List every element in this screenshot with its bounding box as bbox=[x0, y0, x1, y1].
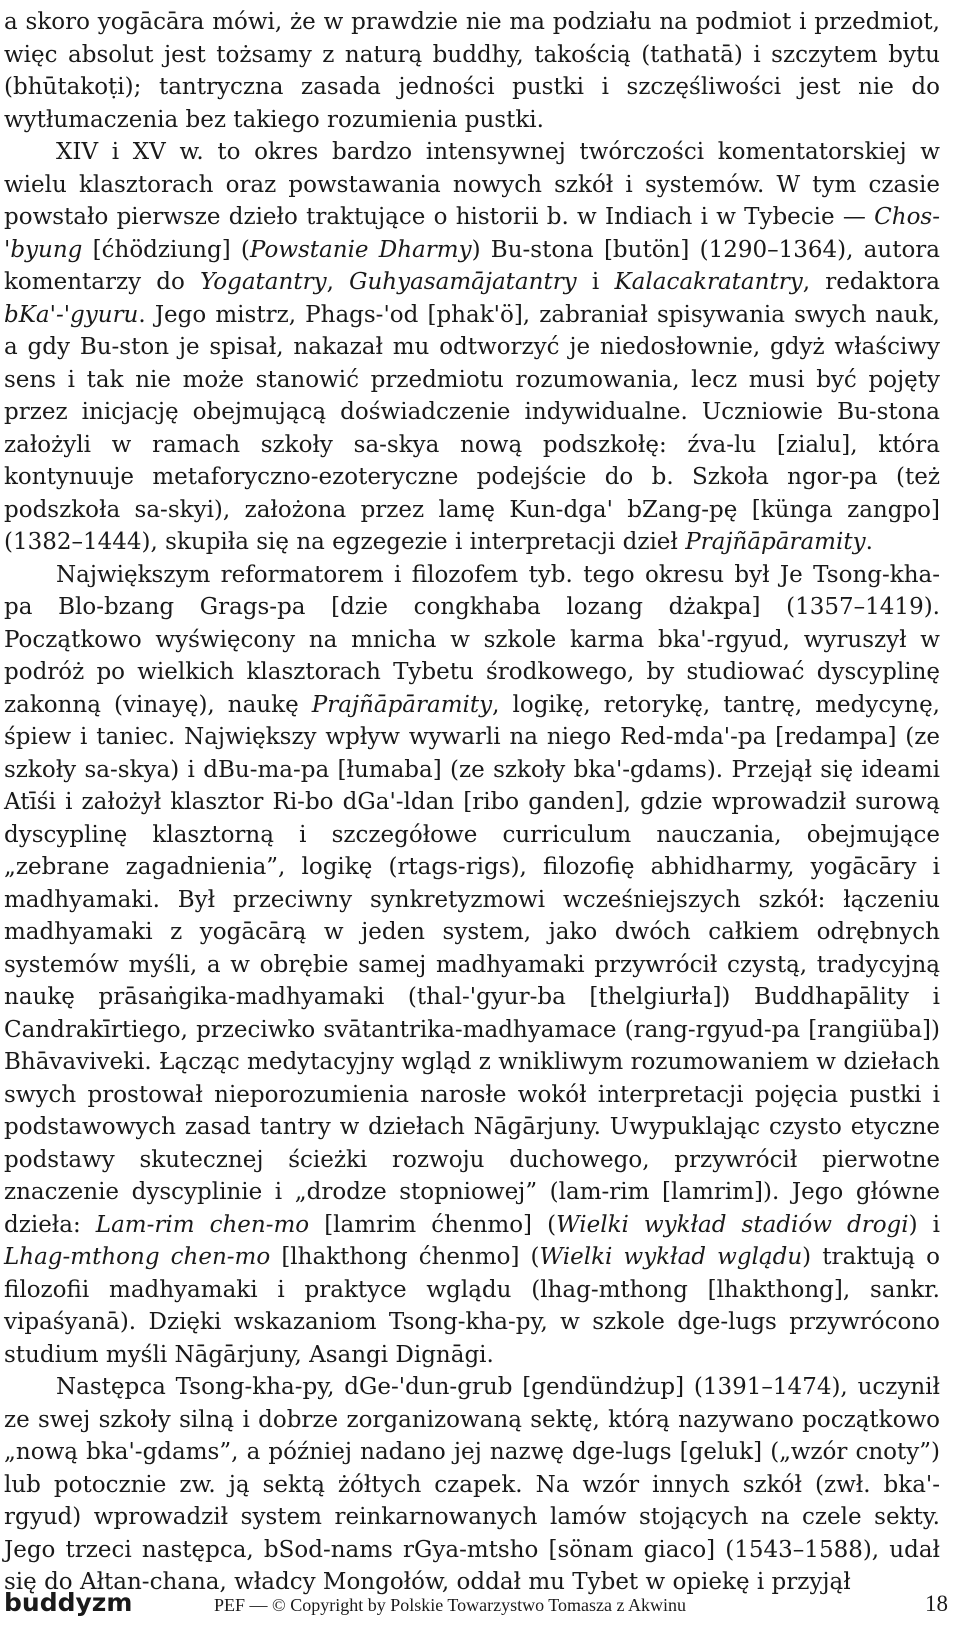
paragraph-text: , redaktora bbox=[802, 269, 940, 295]
italic-title-text: Wielki wykład wglądu bbox=[539, 1244, 803, 1270]
italic-title-text: Powstanie Dharmy bbox=[249, 236, 472, 263]
paragraph bbox=[4, 559, 940, 1372]
paragraph-text: ) i bbox=[908, 1211, 941, 1238]
paragraph-text: [lamrim ćhenmo] ( bbox=[309, 1211, 557, 1238]
paragraph-text: i bbox=[576, 269, 615, 295]
paragraph-text: ) Bu-stona [butön] (1290–1364), autora komentarzy do bbox=[4, 236, 940, 295]
paragraph-text: , bbox=[326, 269, 350, 295]
italic-title-text: bKa'-'gyuru bbox=[4, 301, 139, 328]
paragraph bbox=[4, 6, 940, 136]
paragraph-list bbox=[4, 6, 940, 1599]
italic-title-text: Guhyasamājatantry bbox=[349, 269, 577, 295]
italic-title-text: Prajñāpāramity bbox=[311, 691, 493, 718]
italic-title-text: Yogatantry bbox=[200, 269, 327, 295]
paragraph bbox=[4, 136, 940, 559]
page-footer bbox=[4, 1588, 948, 1622]
paragraph bbox=[4, 1371, 940, 1599]
paragraph-text: , logikę, retorykę, tantrę, medycynę, śpiew i taniec. Największy wpływ wywarli na niego Red-mda'-pa [redampa] (ze szkoły sa-skya) i dBu-ma-pa [łumaba] (ze szkoły bka'-gdams). Przejął się ideami Atīśi i założył klasztor Ri-bo dGa'-ldan [ribo ganden], gdzie wprowadził surową dyscyplinę klasztorną i szczegółowe curriculum nauczania, obejmujące „zebrane zagadnienia”, logikę (rtags-rigs), filozofię abhidharmy, yogācāry i madhyamaki. Był przeciwny synkretyzmowi wcześniejszych szkół: łączeniu madhyamaki z yogācārą w jeden system, jako dwóch całkiem odrębnych systemów myśli, a w obrębie samej madhyamaki przywrócił czystą, tradycyjną naukę prāsaṅgika-madhyamaki (thal-'gyur-ba [thelgiurła]) Buddhapālity i Candrakīrtiego, przeciwko svātantrika-madhyamace (rang-rgyud-pa [rangiüba]) Bhāvaviveki. Łącząc medytacyjny wgląd z wnikliwym rozumowaniem w dziełach swych prostował nieporozumienia narosłe wokół interpretacji pojęcia pustki i podstawowych zasad tantry w dziełach Nāgārjuny. Uwypuklając czysto etyczne podstawy skutecznej ścieżki rozwoju duchowego, przywrócił pierwotne znaczenie dyscyplinie i „drodze stopniowej” (lam-rim [lamrim]). Jego główne dzieła: bbox=[4, 691, 940, 1238]
italic-title-text: Prajñāpāramity bbox=[685, 529, 866, 555]
italic-title-text: Lam-rim chen-mo bbox=[95, 1211, 310, 1238]
paragraph-text: [ćhödziung] ( bbox=[82, 236, 250, 263]
paragraph-text: a skoro yogācāra mówi, że w prawdzie nie ma podziału na podmiot i przedmiot, więc absolut jest tożsamy z naturą buddhy, takością (tathatā) i szczytem bytu (bhūtakoṭi); tantryczna zasada jedności pustki i szczęśliwości jest nie do wytłumaczenia bez takiego rozumienia pustki. bbox=[4, 9, 940, 133]
footer-section-title: buddyzm bbox=[4, 1588, 133, 1617]
document-body bbox=[4, 6, 940, 1599]
italic-title-text: Lhag-mthong chen-mo bbox=[4, 1244, 271, 1270]
page-number: 18 bbox=[925, 1591, 948, 1616]
paragraph-text: XIV i XV w. to okres bardzo intensywnej twórczości komentatorskiej w wielu klasztorach oraz powstawania nowych szkół i systemów. W tym czasie powstało pierwsze dzieło traktujące o historii b. w Indiach i w Tybecie — bbox=[4, 139, 940, 230]
paragraph-text: . Jego mistrz, Phags-'od [phak'ö], zabraniał spisywania swych nauk, a gdy Bu-ston je spisał, nakazał mu odtworzyć je niedosłownie, gdyż właściwy sens i tak nie może stanowić przedmiotu rozumowania, lecz musi być pojęty przez inicjację obejmującą doświadczenie indywidualne. Uczniowie Bu-stona założyli w ramach szkoły sa-skya nową podszkołę: źva-lu [zialu], która kontynuuje metaforyczno-ezoteryczne podejście do b. Szkoła ngor-pa (też podszkoła sa-skyi), założona przez lamę Kun-dga' bZang-pę [künga zangpo] (1382–1444), skupiła się na egzegezie i interpretacji dzieł bbox=[4, 301, 940, 555]
paragraph-text: Największym reformatorem i filozofem tyb. tego okresu był Je Tsong-kha-pa Blo-bzang Grags-pa [dzie congkhaba lozang dżakpa] (1357–1419). Początkowo wyświęcony na mnicha w szkole karma bka'-rgyud, wyruszył w podróż po wielkich klasztorach Tybetu środkowego, by studiować dyscyplinę zakonną (vinayę), naukę bbox=[4, 561, 940, 718]
paragraph-text: ) traktują o filozofii madhyamaki i praktyce wglądu (lhag-mthong [lhakthong], sankr. vipaśyanā). Dzięki wskazaniom Tsong-kha-py, w szkole dge-lugs przywrócono studium myśli Nāgārjuny, Asangi Dignāgi. bbox=[4, 1244, 941, 1368]
paragraph-text: . bbox=[865, 529, 873, 555]
italic-title-text: Wielki wykład stadiów drogi bbox=[556, 1211, 909, 1238]
paragraph-text: [lhakthong ćhenmo] ( bbox=[270, 1244, 540, 1270]
paragraph-text: Następca Tsong-kha-py, dGe-'dun-grub [gendündżup] (1391–1474), uczynił ze swej szkoły silną i dobrze zorganizowaną sektę, którą nazywano początkowo „nową bka'-gdams”, a później nadano jej nazwę dge-lugs [geluk] („wzór cnoty”) lub potocznie zw. ją sektą żółtych czapek. Na wzór innych szkół (zwł. bka'-rgyud) wprowadził system reinkarnowanych lamów stojących na czele sekty. Jego trzeci następca, bSod-nams rGya-mtsho [sönam giaco] (1543–1588), udał się do Ałtan-chana, władcy Mongołów, oddał mu Tybet w opiekę i przyjął bbox=[4, 1374, 940, 1595]
italic-title-text: Chos-'byung bbox=[4, 204, 940, 263]
italic-title-text: Kalacakratantry bbox=[614, 269, 803, 295]
footer-copyright: PEF — © Copyright by Polskie Towarzystwo Tomasza z Akwinu bbox=[214, 1595, 686, 1615]
